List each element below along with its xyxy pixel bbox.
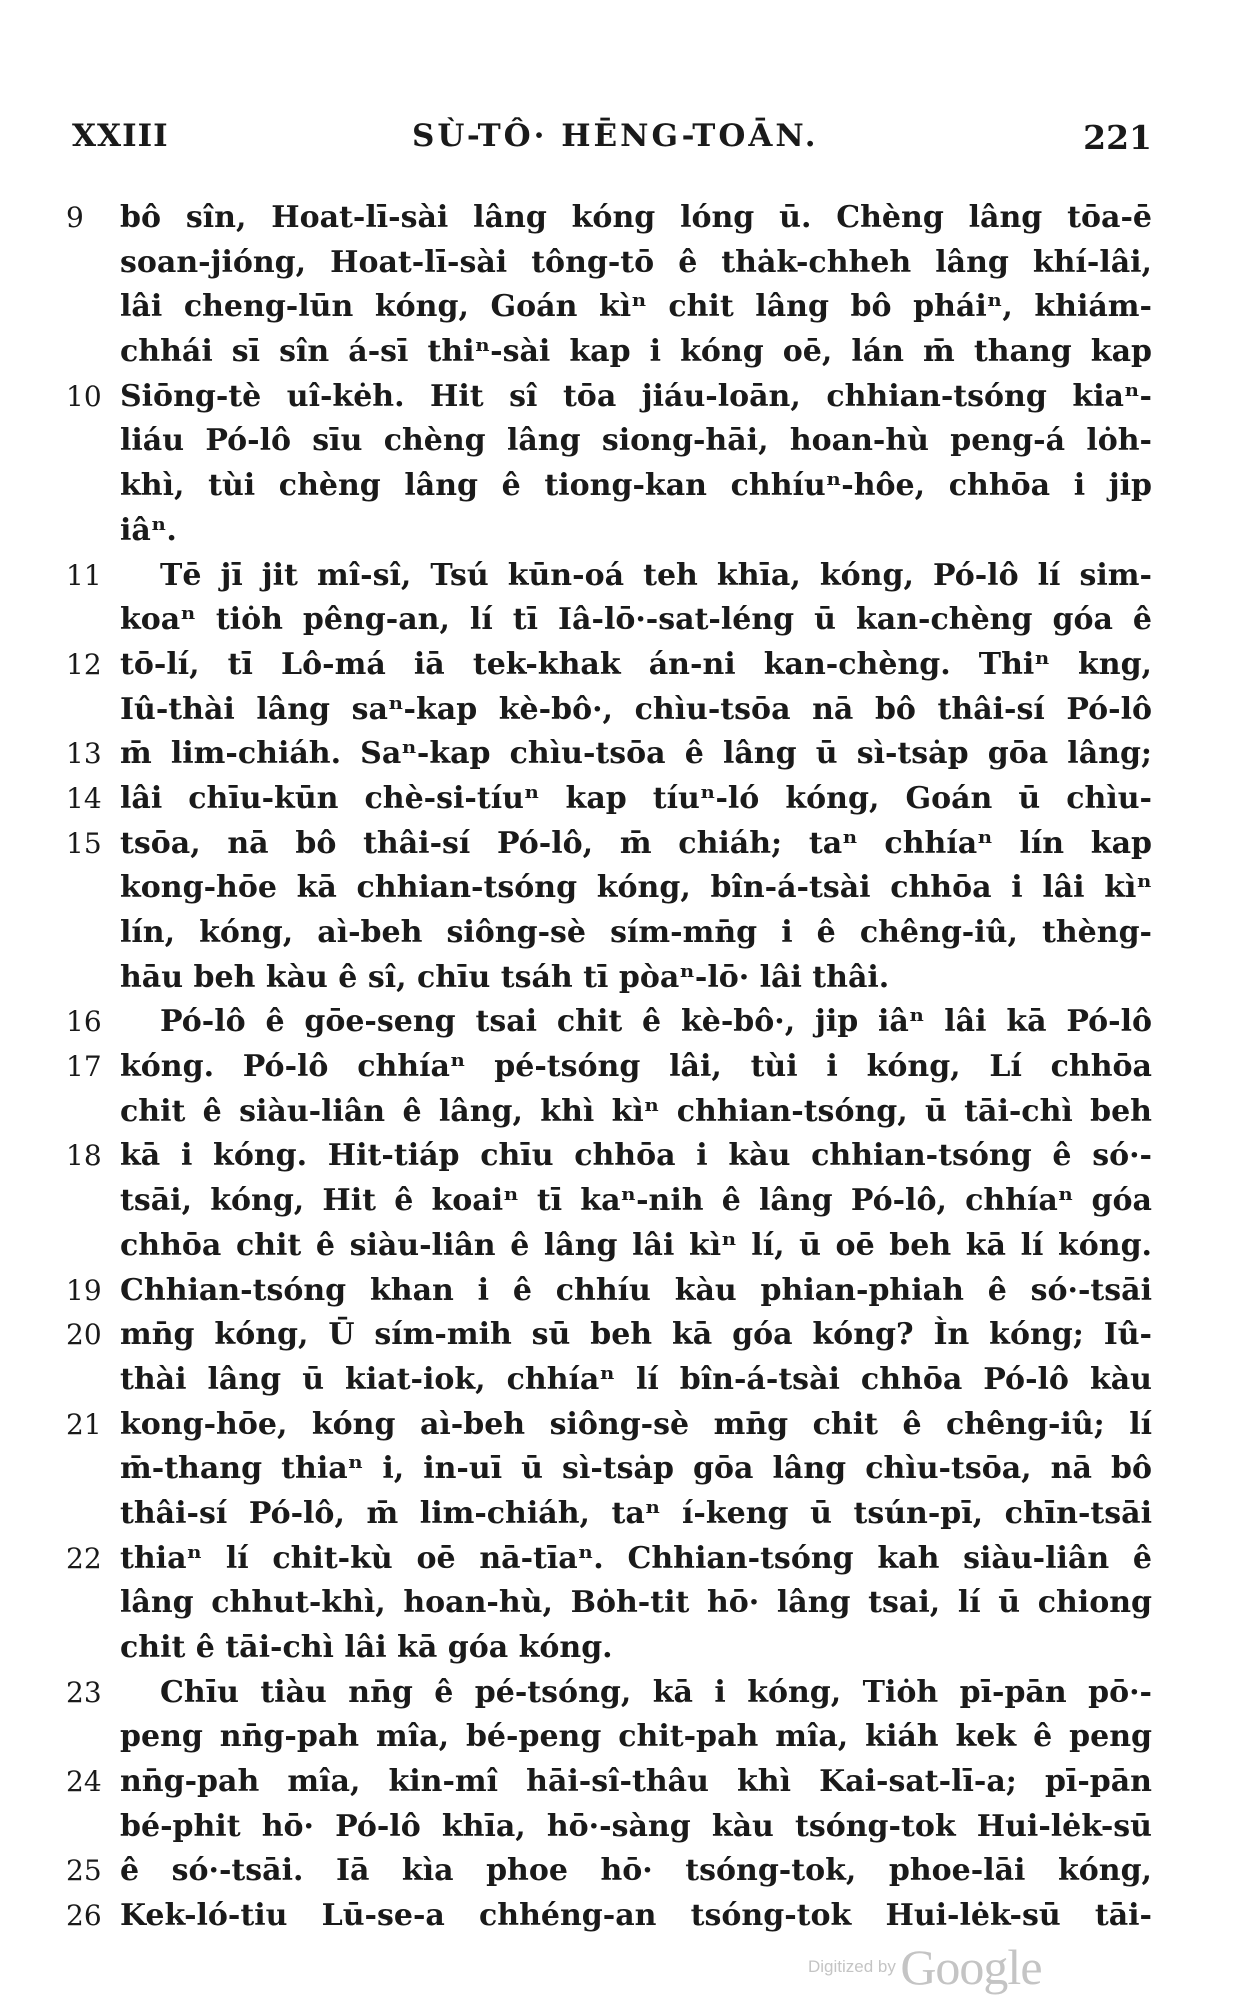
line-text: Tē jī jit mî-sî, Tsú kūn-oá teh khīa, kóng, Pó-lô lí sim- (160, 557, 1152, 593)
line-text: chhái sī sîn á-sī thiⁿ-sài kap i kóng oē, lán m̄ thang kap (120, 334, 1152, 370)
text-line (0, 1581, 1249, 1626)
text-line (0, 330, 1249, 375)
line-text: m̄ lim-chiáh. Saⁿ-kap chìu-tsōa ê lâng ū sì-tsȧp gōa lâng; (120, 736, 1152, 772)
line-text: lâi cheng-lūn kóng, Goán kìⁿ chit lâng bô pháiⁿ, khiám- (120, 289, 1152, 325)
text-line (0, 1224, 1249, 1269)
line-text: nn̄g-pah mîa, kin-mî hāi-sî-thâu khì Kai-sat-lī-a; pī-pān (120, 1764, 1152, 1800)
text-line (0, 1403, 1249, 1448)
line-text: bé-phit hō· Pó-lô khīa, hō·-sàng kàu tsóng-tok Hui-lėk-sū (120, 1808, 1152, 1844)
line-text: liáu Pó-lô sīu chèng lâng siong-hāi, hoan-hù peng-á lȯh- (120, 423, 1152, 459)
page-header (72, 118, 1152, 168)
verse-number: 26 (66, 1899, 102, 1933)
line-text: Siōng-tè uî-kėh. Hit sî tōa jiáu-loān, chhian-tsóng kiaⁿ- (120, 378, 1152, 414)
line-text: kong-hōe kā chhian-tsóng kóng, bîn-á-tsài chhōa i lâi kìⁿ (120, 870, 1152, 906)
verse-number: 18 (66, 1139, 102, 1173)
line-text: tō-lí, tī Lô-má iā tek-khak án-ni kan-chèng. Thiⁿ kng, (120, 646, 1152, 682)
line-text: lín, kóng, aì-beh siông-sè sím-mn̄g i ê chêng-iû, thèng- (120, 915, 1152, 950)
line-text: Pó-lô ê gōe-seng tsai chit ê kè-bô·, jip iâⁿ lâi kā Pó-lô (160, 1004, 1152, 1040)
google-logo: Google (900, 1939, 1042, 1995)
text-line (0, 732, 1249, 777)
text-line (0, 1760, 1249, 1805)
text-line (0, 196, 1249, 241)
text-line (0, 911, 1249, 956)
text-line (0, 1090, 1249, 1135)
verse-number: 19 (66, 1273, 102, 1307)
line-text: peng nn̄g-pah mîa, bé-peng chit-pah mîa, kiáh kek ê peng (120, 1719, 1152, 1755)
chapter-number: XXIII (72, 118, 169, 154)
line-text: lâng chhut-khì, hoan-hù, Bȯh-tit hō· lâng tsai, lí ū chiong (120, 1585, 1152, 1621)
text-line (0, 1045, 1249, 1090)
text-line (0, 598, 1249, 643)
line-text: tsāi, kóng, Hit ê koaiⁿ tī kaⁿ-nih ê lâng Pó-lô, chhíaⁿ góa (120, 1183, 1152, 1219)
line-text: kóng. Pó-lô chhíaⁿ pé-tsóng lâi, tùi i kóng, Lí chhōa (120, 1049, 1152, 1085)
line-text: chit ê tāi-chì lâi kā góa kóng. (120, 1630, 613, 1665)
line-text: Chhian-tsóng khan i ê chhíu kàu phian-phiah ê só·-tsāi (120, 1272, 1152, 1308)
verse-number: 20 (66, 1318, 102, 1352)
line-text: koaⁿ tiȯh pêng-an, lí tī Iâ-lō·-sat-léng ū kan-chèng góa ê (120, 602, 1152, 638)
digitized-watermark (808, 1938, 1042, 1996)
text-line (0, 822, 1249, 867)
text-line (0, 777, 1249, 822)
verse-number: 17 (66, 1050, 102, 1084)
text-line (0, 1849, 1249, 1894)
text-line (0, 1179, 1249, 1224)
line-text: Kek-ló-tiu Lū-se-a chhéng-an tsóng-tok Hui-lėk-sū tāi- (120, 1898, 1152, 1934)
line-text: thiaⁿ lí chit-kù oē nā-tīaⁿ. Chhian-tsóng kah siàu-liân ê (120, 1540, 1152, 1576)
verse-number: 12 (66, 647, 102, 681)
verse-number: 11 (66, 558, 102, 592)
text-line (0, 554, 1249, 599)
text-line (0, 1492, 1249, 1537)
text-line (0, 1537, 1249, 1582)
line-text: chhōa chit ê siàu-liân ê lâng lâi kìⁿ lí, ū oē beh kā lí kóng. (120, 1227, 1152, 1263)
line-text: kong-hōe, kóng aì-beh siông-sè mn̄g chit ê chêng-iû; lí (120, 1406, 1152, 1442)
text-line (0, 241, 1249, 286)
text-line (0, 643, 1249, 688)
line-text: hāu beh kàu ê sî, chīu tsáh tī pòaⁿ-lō· lâi thâi. (120, 959, 890, 995)
text-line (0, 509, 1249, 554)
line-text: mn̄g kóng, Ū sím-mih sū beh kā góa kóng? Ìn kóng; Iû- (120, 1317, 1152, 1353)
verse-number: 23 (66, 1675, 102, 1709)
text-line (0, 1715, 1249, 1760)
line-text: iâⁿ. (120, 512, 177, 548)
verse-number: 13 (66, 737, 102, 771)
verse-number: 15 (66, 826, 102, 860)
verse-number: 9 (66, 201, 84, 234)
text-line (0, 1134, 1249, 1179)
line-text: khì, tùi chèng lâng ê tiong-kan chhíuⁿ-hôe, chhōa i jip (120, 468, 1152, 504)
text-line (0, 1671, 1249, 1716)
verse-number: 16 (66, 1005, 102, 1039)
watermark-prefix: Digitized by (808, 1957, 896, 1976)
text-line (0, 375, 1249, 420)
line-text: Iû-thài lâng saⁿ-kap kè-bô·, chìu-tsōa nā bô thâi-sí Pó-lô (120, 691, 1152, 727)
text-line (0, 866, 1249, 911)
line-text: lâi chīu-kūn chè-si-tíuⁿ kap tíuⁿ-ló kóng, Goán ū chìu- (120, 780, 1152, 816)
text-line (0, 1626, 1249, 1671)
line-text: tsōa, nā bô thâi-sí Pó-lô, m̄ chiáh; taⁿ chhíaⁿ lín kap (120, 825, 1152, 861)
text-line (0, 956, 1249, 1001)
text-line (0, 1313, 1249, 1358)
verse-number: 21 (66, 1407, 102, 1441)
verse-number: 10 (66, 379, 102, 413)
text-line (0, 1269, 1249, 1314)
line-text: chit ê siàu-liân ê lâng, khì kìⁿ chhian-tsóng, ū tāi-chì beh (120, 1093, 1152, 1129)
text-line (0, 688, 1249, 733)
text-line (0, 419, 1249, 464)
line-text: thâi-sí Pó-lô, m̄ lim-chiáh, taⁿ í-keng ū tsún-pī, chīn-tsāi (120, 1495, 1152, 1531)
running-title: SÙ-TÔ· HĒNG-TOĀN. (412, 118, 819, 154)
line-text: m̄-thang thiaⁿ i, in-uī ū sì-tsȧp gōa lâng chìu-tsōa, nā bô (120, 1451, 1152, 1487)
line-text: kā i kóng. Hit-tiáp chīu chhōa i kàu chhian-tsóng ê só·- (120, 1138, 1152, 1174)
line-text: thài lâng ū kiat-iok, chhíaⁿ lí bîn-á-tsài chhōa Pó-lô kàu (120, 1361, 1152, 1397)
text-line (0, 1805, 1249, 1850)
text-line (0, 285, 1249, 330)
verse-number: 22 (66, 1541, 102, 1575)
page-number: 221 (1083, 118, 1152, 157)
line-text: bô sîn, Hoat-lī-sài lâng kóng lóng ū. Chèng lâng tōa-ē (120, 200, 1152, 235)
verse-number: 24 (66, 1765, 102, 1799)
text-line (0, 1000, 1249, 1045)
verse-number: 14 (66, 781, 102, 815)
text-line (0, 1894, 1249, 1939)
text-line (0, 464, 1249, 509)
line-text: Chīu tiàu nn̄g ê pé-tsóng, kā i kóng, Tiȯh pī-pān pō·- (160, 1674, 1152, 1710)
line-text: soan-jióng, Hoat-lī-sài tông-tō ê thȧk-chheh lâng khí-lâi, (120, 244, 1152, 280)
text-line (0, 1358, 1249, 1403)
verse-number: 25 (66, 1854, 102, 1888)
text-line (0, 1447, 1249, 1492)
text-body (0, 196, 1249, 1939)
line-text: ê só·-tsāi. Iā kìa phoe hō· tsóng-tok, phoe-lāi kóng, (120, 1853, 1152, 1889)
